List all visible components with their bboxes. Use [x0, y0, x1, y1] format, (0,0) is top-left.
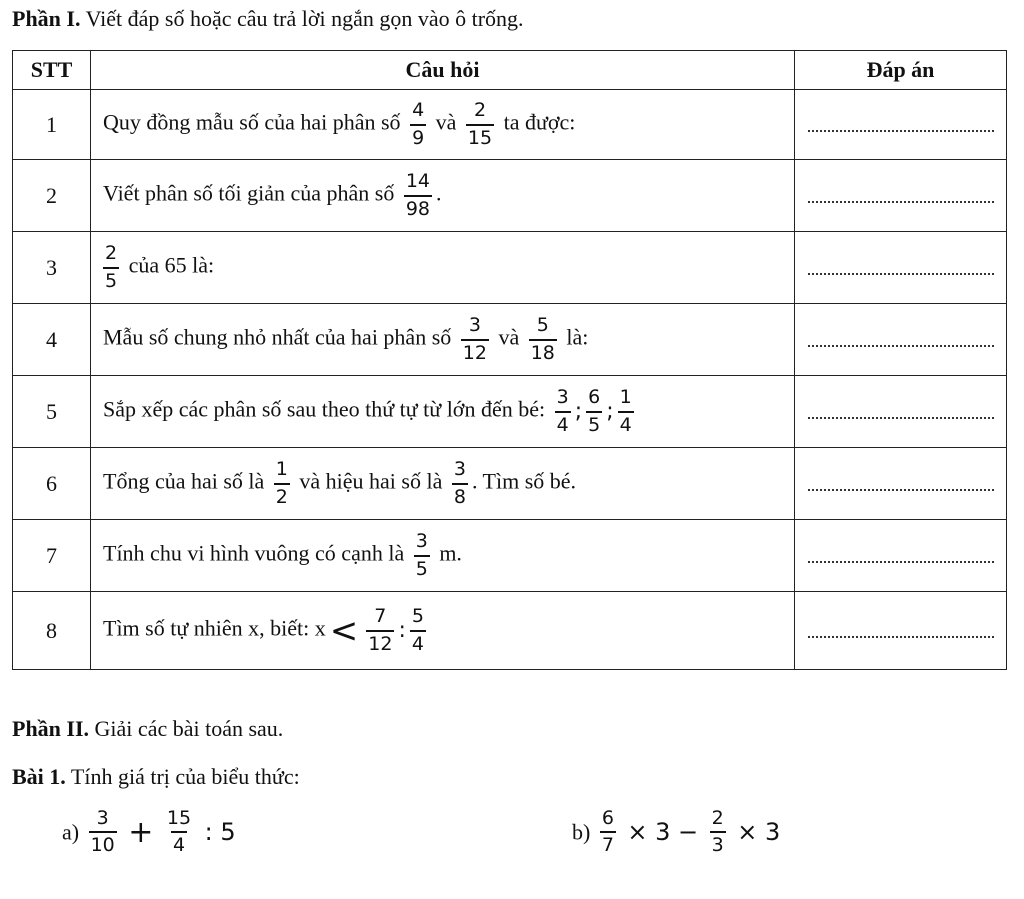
table-row — [13, 304, 1007, 376]
fraction: $\frac{1}{2}$ — [275, 458, 288, 508]
table-row — [13, 520, 1007, 592]
answer-blank[interactable] — [795, 376, 1007, 448]
row-number: 5 — [13, 376, 91, 448]
question-text: Viết phân số tối giản của phân số $\frac{14}{98}$ . — [91, 160, 795, 232]
bai1-text: Tính giá trị của biểu thức: — [65, 764, 300, 789]
question-text: Mẫu số chung nhỏ nhất của hai phân số $\frac{3}{12}$ và $\frac{5}{18}$ là: — [91, 304, 795, 376]
answer-blank[interactable] — [795, 520, 1007, 592]
answer-blank[interactable] — [795, 90, 1007, 160]
part2-text: Giải các bài toán sau. — [89, 716, 284, 741]
fraction: $\frac{6}{5}$ — [588, 386, 601, 436]
fraction: $\frac{3}{4}$ — [556, 386, 569, 436]
table-row — [13, 160, 1007, 232]
fraction: $\frac{4}{9}$ — [412, 99, 425, 149]
answer-blank[interactable] — [795, 232, 1007, 304]
row-number: 2 — [13, 160, 91, 232]
answer-blank[interactable] — [795, 160, 1007, 232]
part1-text: Viết đáp số hoặc câu trả lời ngắn gọn vào ô trống. — [80, 6, 524, 31]
row-number: 8 — [13, 592, 91, 670]
fraction: $\frac{7}{12}$ — [368, 605, 393, 655]
expression-a — [62, 808, 238, 857]
row-number: 3 — [13, 232, 91, 304]
bai1-heading — [12, 764, 300, 790]
expr-a-rest: : 5 — [204, 818, 236, 847]
bai1-label: Bài 1. — [12, 764, 66, 789]
question-text: Tính chu vi hình vuông có cạnh là $\frac{3}{5}$ m. — [91, 520, 795, 592]
table-row — [13, 592, 1007, 670]
table-row — [13, 448, 1007, 520]
table-header-row — [13, 51, 1007, 90]
fraction: $\frac{15}{4}$ — [166, 807, 192, 857]
expr-b-times2: × 3 — [737, 818, 781, 847]
plus-sign: + — [128, 814, 154, 850]
header-answer: Đáp án — [795, 51, 1007, 90]
question-text: Tìm số tự nhiên x, biết: x < $\frac{7}{12}$ : $\frac{5}{4}$ — [91, 592, 795, 670]
fraction: $\frac{14}{98}$ — [405, 170, 431, 220]
fraction: $\frac{6}{7}$ — [601, 807, 614, 857]
header-stt: STT — [13, 51, 91, 90]
fraction: $\frac{5}{4}$ — [411, 605, 424, 655]
fraction: $\frac{3}{12}$ — [462, 314, 487, 364]
fraction: $\frac{1}{4}$ — [619, 386, 632, 436]
fraction: $\frac{2}{3}$ — [711, 807, 724, 857]
question-text: $\frac{2}{5}$ của 65 là: — [91, 232, 795, 304]
expr-b-label: b) — [572, 819, 591, 845]
question-text: Quy đồng mẫu số của hai phân số $\frac{4}{9}$ và $\frac{2}{15}$ ta được: — [91, 90, 795, 160]
question-table — [12, 50, 1007, 670]
expr-b-times1: × 3 − — [627, 818, 699, 847]
fraction: $\frac{2}{5}$ — [105, 242, 118, 292]
row-number: 1 — [13, 90, 91, 160]
expression-b — [572, 808, 782, 857]
part1-label: Phần I. — [12, 6, 81, 31]
table-row — [13, 232, 1007, 304]
row-number: 6 — [13, 448, 91, 520]
part1-heading — [12, 6, 524, 32]
answer-blank[interactable] — [795, 448, 1007, 520]
answer-blank[interactable] — [795, 304, 1007, 376]
row-number: 7 — [13, 520, 91, 592]
question-text: Sắp xếp các phân số sau theo thứ tự từ lớn đến bé: $\frac{3}{4}$ ; $\frac{6}{5}$ ; $\frac{1}{4}$ — [91, 376, 795, 448]
table-row — [13, 376, 1007, 448]
fraction: $\frac{3}{10}$ — [90, 807, 115, 857]
part2-label: Phần II. — [12, 716, 90, 741]
table-row — [13, 90, 1007, 160]
row-number: 4 — [13, 304, 91, 376]
expr-a-label: a) — [62, 819, 80, 845]
question-text: Tổng của hai số là $\frac{1}{2}$ và hiệu hai số là $\frac{3}{8}$ . Tìm số bé. — [91, 448, 795, 520]
answer-blank[interactable] — [795, 592, 1007, 670]
part2-heading — [12, 716, 283, 742]
fraction: $\frac{3}{8}$ — [453, 458, 466, 508]
fraction: $\frac{5}{18}$ — [530, 314, 555, 364]
fraction: $\frac{2}{15}$ — [467, 99, 493, 149]
header-question: Câu hỏi — [91, 51, 795, 90]
fraction: $\frac{3}{5}$ — [415, 530, 428, 580]
